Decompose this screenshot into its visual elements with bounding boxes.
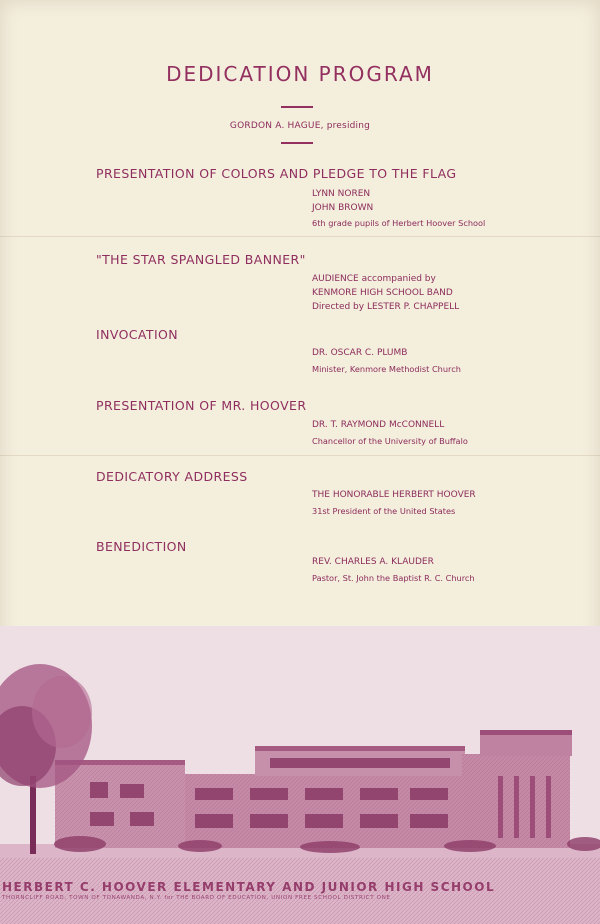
detail-line: Chancellor of the University of Buffalo <box>312 436 468 446</box>
detail-line: Pastor, St. John the Baptist R. C. Church <box>312 573 475 583</box>
detail-line: DR. OSCAR C. PLUMB <box>312 348 408 358</box>
detail-line: DR. T. RAYMOND McCONNELL <box>312 420 445 430</box>
detail-line: AUDIENCE accompanied by <box>312 274 436 284</box>
school-caption: HERBERT C. HOOVER ELEMENTARY AND JUNIOR HIGH SCHOOL <box>2 880 496 894</box>
paper-fold-line <box>0 236 600 237</box>
presider-line: GORDON A. HAGUE, presiding <box>229 121 371 131</box>
program-item-title: "THE STAR SPANGLED BANNER" <box>96 252 306 267</box>
program-item-title: PRESENTATION OF COLORS AND PLEDGE TO THE FLAG <box>96 166 457 181</box>
program-item-details <box>312 488 476 518</box>
program-item-details <box>312 418 468 448</box>
program-item-details <box>312 346 461 376</box>
detail-line: REV. CHARLES A. KLAUDER <box>312 557 434 567</box>
detail-line: Directed by LESTER P. CHAPPELL <box>312 302 460 312</box>
program-item-title: DEDICATORY ADDRESS <box>96 469 248 484</box>
detail-line: 6th grade pupils of Herbert Hoover School <box>312 218 486 228</box>
program-item-details <box>312 555 475 585</box>
detail-line: Minister, Kenmore Methodist Church <box>312 364 461 374</box>
title-rule-bottom <box>281 142 313 144</box>
paper-fold-line <box>0 455 600 456</box>
detail-line: THE HONORABLE HERBERT HOOVER <box>312 490 476 500</box>
title-rule-top <box>281 106 313 108</box>
detail-line: KENMORE HIGH SCHOOL BAND <box>312 288 453 298</box>
detail-line: 31st President of the United States <box>312 506 456 516</box>
program-title: DEDICATION PROGRAM <box>166 62 434 86</box>
program-item-title: BENEDICTION <box>96 539 187 554</box>
detail-line: JOHN BROWN <box>312 203 374 213</box>
program-item-title: INVOCATION <box>96 327 179 342</box>
program-item-details <box>312 272 459 314</box>
detail-line: LYNN NOREN <box>312 189 371 199</box>
program-item-details <box>312 187 485 230</box>
school-subcaption: THORNCLIFF ROAD, TOWN OF TONAWANDA, N.Y. for THE BOARD OF EDUCATION, UNION FREE SCHOOL DISTRICT ONE <box>2 895 391 901</box>
program-item-title: PRESENTATION OF MR. HOOVER <box>96 398 307 413</box>
